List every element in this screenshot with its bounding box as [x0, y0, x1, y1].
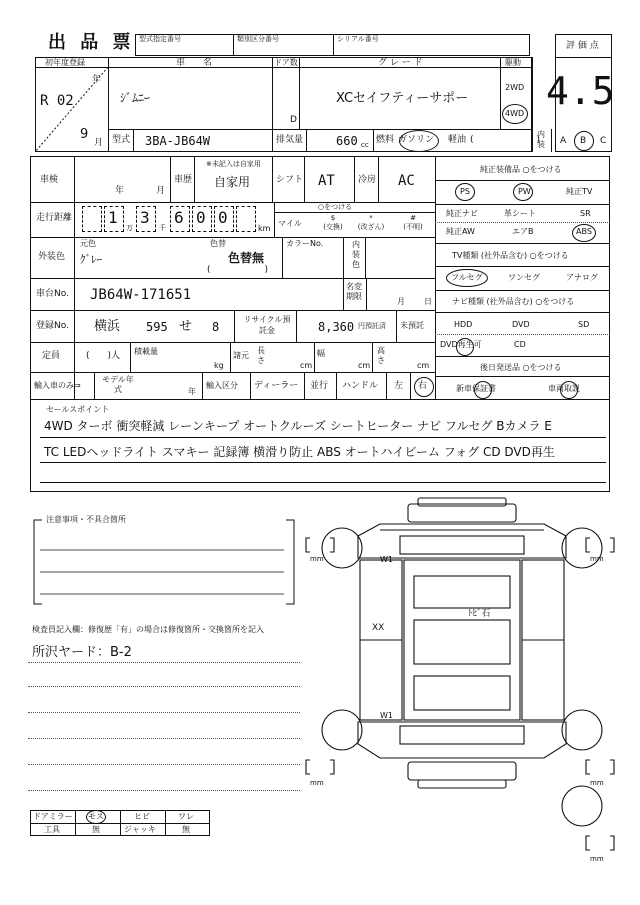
- height-cm: cm: [417, 361, 430, 370]
- later-warranty-circle: [474, 381, 492, 399]
- recycle-unpaid: 未預託: [400, 321, 424, 330]
- length-label: 長さ: [257, 346, 265, 365]
- model-value: 3BA-JB64W: [145, 134, 211, 148]
- chassis-label: 車台No.: [36, 289, 69, 299]
- shift-value: AT: [318, 173, 335, 189]
- recycle-label: リサイクル預託金: [243, 315, 291, 335]
- fuel-oil: 軽油: [448, 135, 467, 145]
- inspector-label: 検査員記入欄：修復歴「有」の場合は修復箇所・交換箇所を記入: [32, 625, 264, 634]
- opt-genuine-aw: 純正AW: [446, 227, 475, 236]
- drive-label: 駆動: [505, 58, 521, 67]
- mileage-digit-5: 0: [218, 208, 228, 227]
- category-label: 類別区分番号: [237, 35, 279, 43]
- navi-dvd-play-circle: [456, 338, 474, 356]
- mile-opt-mile: マイル: [278, 219, 302, 228]
- drive-4wd-circle: [502, 104, 528, 124]
- mileage-digit-1: 1: [108, 208, 118, 227]
- plate-label: 登録No.: [36, 321, 69, 331]
- mileage-box-7: [236, 206, 256, 232]
- opt-sr: SR: [580, 209, 591, 218]
- score-label: 評 価 点: [566, 41, 599, 51]
- opt-genuine-tv: 純正TV: [566, 187, 593, 196]
- mileage-digit-4: 0: [196, 208, 206, 227]
- opt-genuine-navi: 純正ナビ: [446, 209, 478, 218]
- mirror-moss: モス: [88, 812, 104, 821]
- tv-analog: アナログ: [566, 273, 598, 282]
- jack-label: ジャッキ: [124, 825, 156, 834]
- mile-circle-note: ○をつける: [318, 203, 353, 211]
- mileage-box-1: [82, 206, 102, 232]
- chassis-value: JB64W-171651: [90, 287, 192, 303]
- capacity-unit: ( )人: [86, 351, 121, 361]
- ac-label: 冷房: [358, 175, 377, 185]
- name-change-label: 名変期限: [346, 282, 362, 301]
- later-manual: 車両取説: [548, 384, 580, 393]
- mm-rear-right: mm: [590, 779, 604, 787]
- sales-point-label: セールスポイント: [46, 405, 110, 414]
- opt-pw-circle: [513, 183, 533, 201]
- repaint-label: 色替: [210, 239, 226, 248]
- fuel-label: 燃料: [376, 135, 395, 145]
- mirror-moss-circle: [86, 810, 106, 824]
- caution-label: 注意事項・不具合箇所: [46, 515, 126, 524]
- navi-hdd: HDD: [454, 320, 473, 329]
- tv-oneseg: ワンセグ: [508, 273, 540, 282]
- tools-value: 無: [92, 825, 100, 834]
- tv-type-label: TV種類 (社外品含む) ○をつける: [452, 251, 569, 260]
- navi-cd: CD: [514, 340, 526, 349]
- width-cm: cm: [358, 361, 371, 370]
- interior-label: 内装: [537, 130, 545, 149]
- mark-w1-rear: W1: [380, 711, 393, 720]
- car-damage-diagram: [300, 496, 620, 866]
- opt-leather: 革シート: [504, 209, 536, 218]
- door-mirror-label: ドアミラー: [33, 812, 73, 821]
- handle-left: 左: [394, 381, 404, 391]
- mirror-break: ワレ: [178, 812, 194, 821]
- later-shipping-label: 後日発送品 ○をつける: [480, 363, 562, 372]
- displacement-value: 660: [336, 134, 358, 148]
- mile-opt-tampered: * (改ざん): [357, 214, 385, 231]
- repaint-value: 色替無: [228, 251, 265, 265]
- later-manual-circle: [560, 381, 578, 399]
- navi-dvd-play: DVD再生可: [440, 340, 482, 349]
- mileage-unit: km: [258, 224, 271, 233]
- mark-xx: XX: [372, 623, 385, 633]
- drive-4wd: 4WD: [505, 109, 525, 118]
- repaint-paren: ( ): [207, 265, 269, 275]
- serial-label: シリアル番号: [337, 35, 379, 43]
- sales-point-line1: 4WD ターボ 衝突軽減 レーンキープ オートクルーズ シートヒーター ナビ フルセグ Bカメラ E: [44, 419, 552, 433]
- mm-front-right: mm: [590, 555, 604, 563]
- handle-label: ハンドル: [342, 381, 379, 391]
- plate-number: 8: [212, 320, 220, 334]
- tv-fullseg-circle: [446, 269, 488, 287]
- mileage-digit-3: 6: [174, 208, 184, 227]
- orig-color-label: 元色: [80, 239, 96, 248]
- handle-right-circle: [414, 377, 434, 397]
- load-label: 積載量: [134, 347, 158, 356]
- mark-stone-chip: ﾄﾋﾞ石: [468, 609, 491, 619]
- car-name-value: ｼﾞﾑﾆｰ: [120, 91, 151, 105]
- width-label: 幅: [317, 349, 325, 358]
- shift-label: シフト: [276, 175, 304, 185]
- opt-ps: PS: [460, 187, 470, 196]
- car-name-label: 車 名: [176, 58, 213, 68]
- genuine-options-label: 純正装備品 ○をつける: [480, 165, 562, 174]
- first-reg-month: 9: [80, 127, 89, 142]
- recycle-value: 8,360: [318, 320, 355, 334]
- plate-kana: せ: [179, 319, 193, 334]
- displacement-label: 排気量: [276, 135, 304, 145]
- grade-label: グ レ ー ド: [378, 58, 423, 68]
- model-year-unit: 年: [188, 387, 196, 396]
- navi-dvd: DVD: [512, 320, 530, 329]
- jack-value: 無: [182, 825, 190, 834]
- navi-type-label: ナビ種類 (社外品含む) ○をつける: [452, 297, 575, 306]
- mileage-label: 走行距離: [36, 213, 73, 223]
- model-spec-label: 型式指定番号: [139, 35, 181, 43]
- doors-value: D: [290, 115, 297, 125]
- plate-class: 595: [146, 320, 168, 334]
- tools-label: 工具: [44, 825, 60, 834]
- import-class-label: 輸入区分: [206, 381, 238, 390]
- mileage-sen: 千: [159, 224, 166, 232]
- orig-color-value: ｸﾞﾚｰ: [80, 253, 102, 266]
- fuel-gas-circle: [399, 130, 439, 152]
- import-dealer: ディーラー: [254, 381, 299, 391]
- ac-value: AC: [398, 173, 415, 189]
- interior-a: A: [560, 136, 567, 146]
- exterior-label: 外装色: [38, 252, 66, 262]
- opt-abs-circle: [572, 224, 596, 242]
- opt-airbag: エアB: [512, 227, 534, 236]
- load-unit: kg: [214, 361, 224, 370]
- displacement-unit: cc: [361, 141, 369, 149]
- form-title: 出 品 票: [48, 32, 135, 53]
- model-year-label: モデル年式: [102, 375, 134, 394]
- import-parallel: 並行: [310, 381, 329, 391]
- history-value: 自家用: [214, 175, 251, 189]
- first-reg-year: R 02: [40, 93, 74, 109]
- length-cm: cm: [300, 361, 313, 370]
- later-warranty: 新車保証書: [456, 384, 496, 393]
- capacity-label: 定員: [42, 351, 61, 361]
- sales-point-line2: TC LEDヘッドライト スマキー 記録簿 横滑り防止 ABS オートハイビーム フォグ CD DVD再生: [44, 445, 555, 459]
- name-change-day: 日: [424, 297, 432, 306]
- mirror-crack: ヒビ: [134, 812, 150, 821]
- inspection-label: 車検: [40, 175, 59, 185]
- opt-ps-circle: [455, 183, 475, 201]
- month-unit: 月: [94, 138, 104, 148]
- yard-location: 所沢ヤード：B-2: [32, 645, 132, 660]
- name-change-month: 月: [397, 297, 405, 306]
- interior-c: C: [600, 136, 607, 146]
- fuel-paren: ( ): [470, 135, 541, 145]
- dims-label: 諸元: [233, 351, 249, 360]
- fuel-value: ガソリン: [398, 135, 435, 145]
- navi-sd: SD: [578, 320, 590, 329]
- score-value: 4.5: [546, 69, 615, 113]
- recycle-unit: 円預託済: [358, 322, 386, 330]
- inspection-year-unit: 年: [115, 186, 125, 196]
- drive-2wd: 2WD: [505, 83, 525, 92]
- mark-w1-front: W1: [380, 555, 393, 564]
- plate-city: 横浜: [94, 319, 121, 334]
- tv-fullseg: フルセグ: [451, 273, 483, 282]
- interior-b: B: [580, 136, 587, 146]
- opt-pw: PW: [518, 187, 531, 196]
- mile-opt-exchange: $ (交換): [323, 214, 343, 231]
- inspection-month-unit: 月: [156, 186, 166, 196]
- mile-opt-unknown: # (不明): [403, 214, 423, 231]
- mm-spare: mm: [590, 855, 604, 863]
- mm-rear-left: mm: [310, 779, 324, 787]
- color-no-label: カラーNo.: [286, 239, 324, 248]
- mileage-man: 万: [126, 224, 133, 232]
- caution-bracket: [30, 514, 298, 608]
- handle-right: 右: [418, 381, 428, 391]
- interior-color-label: 内装色: [352, 240, 360, 269]
- mileage-digit-2: 3: [140, 208, 150, 227]
- height-label: 高さ: [377, 346, 385, 365]
- interior-b-circle: [574, 131, 594, 151]
- doors-label: ドア数: [274, 58, 298, 67]
- first-reg-label: 初年度登録: [45, 58, 85, 67]
- import-label: 輸入車のみ⇒: [34, 381, 81, 390]
- grade-value: XCセイフティーサポー: [336, 91, 469, 106]
- model-label: 型式: [112, 135, 131, 145]
- mm-front-left: mm: [310, 555, 324, 563]
- history-note: ※未記入は自家用: [206, 160, 261, 168]
- opt-abs: ABS: [576, 227, 592, 236]
- year-unit: 年: [92, 75, 102, 85]
- history-label: 車歴: [174, 175, 193, 185]
